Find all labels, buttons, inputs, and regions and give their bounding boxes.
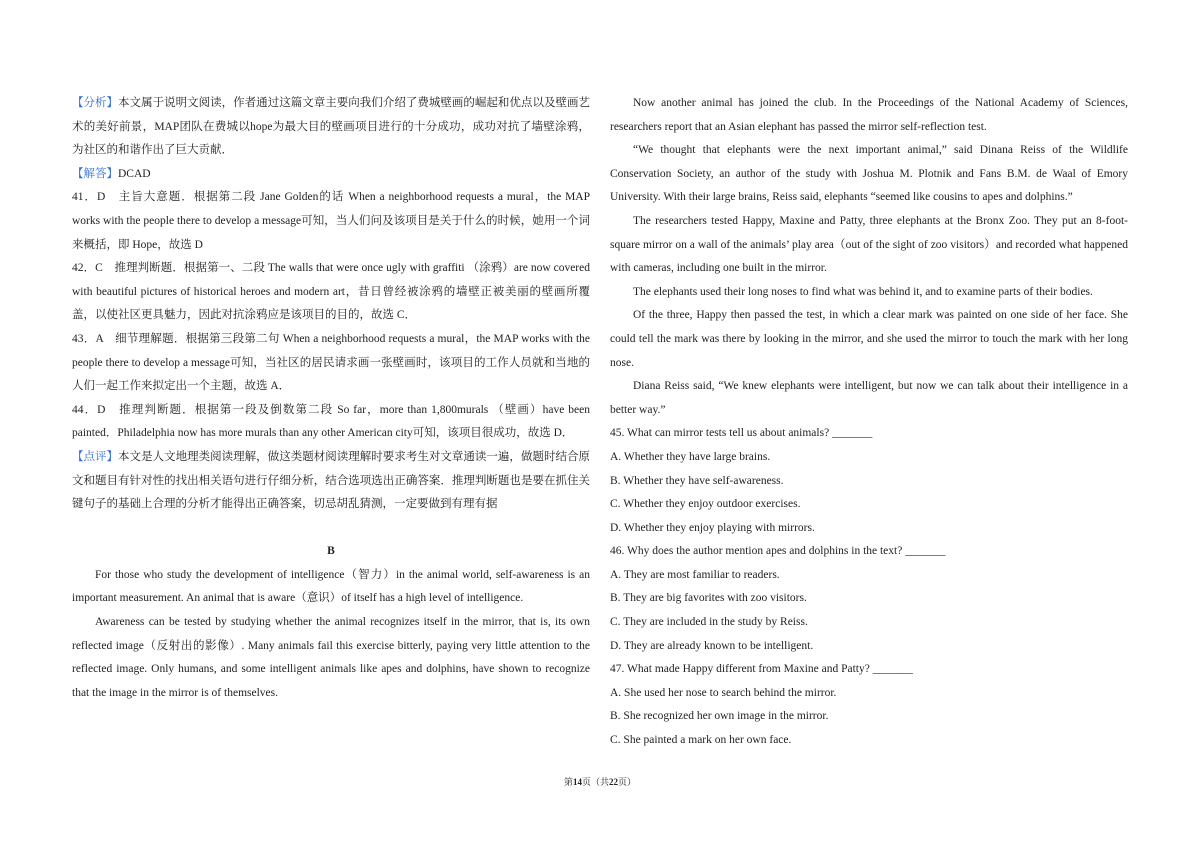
comment-paragraph xyxy=(72,446,590,517)
option-46-d: D. They are already known to be intelligent. xyxy=(610,639,814,652)
section-title: B xyxy=(327,545,335,558)
analysis-tag: 【分析】 xyxy=(72,97,119,109)
option-46-b: B. They are big favorites with zoo visitors. xyxy=(610,592,807,605)
footer-middle: 页（共 xyxy=(581,777,609,787)
option-45-a: A. Whether they have large brains. xyxy=(610,450,771,463)
page-number: 14 xyxy=(572,777,582,787)
option-46-a: A. They are most familiar to readers. xyxy=(610,568,780,581)
option-45-c: C. Whether they enjoy outdoor exercises. xyxy=(610,498,801,511)
question-47: 47. What made Happy different from Maxine and Patty? _______ xyxy=(610,663,913,676)
explanation-43: 43．A 细节理解题．根据第三段第二句 When a neighborhood requests a mural，the MAP works with the people there to develop a message可知，当社区的居民请求画一张壁画时，该项目的工作人员就和当地的人们一起工作来拟定出一个主题，故选 A． xyxy=(72,332,590,393)
explanation-44: 44．D 推理判断题．根据第一段及倒数第二段 So far，more than 1,800murals （壁画）have been painted．Philadelphia now has more murals than any other American city可知，该项目很成功，故选 D． xyxy=(72,403,590,440)
explanation-41: 41．D 主旨大意题．根据第二段 Jane Golden的话 When a neighborhood requests a mural，the MAP works with the people there to develop a message可知，当人们问及该项目是关于什么的时候，她用一个词来概括，即 Hope，故选 D xyxy=(72,191,590,251)
comment-text: 本文是人文地理类阅读理解，做这类题材阅读理解时要求考生对文章通读一遍，做题时结合原文和题目有针对性的找出相关语句进行仔细分析，结合选项选出正确答案．推理判断题也是要在抓住关键句子的基础上合理的分析才能得出正确答案，切忌胡乱猜测，一定要做到有理有据 xyxy=(72,450,590,511)
passage-paragraph-8: Diana Reiss said, “We knew elephants were intelligent, but now we can talk about their intelligence in a better way.” xyxy=(610,380,1128,416)
comment-tag: 【点评】 xyxy=(72,450,119,463)
question-45: 45. What can mirror tests tell us about animals? _______ xyxy=(610,427,873,440)
option-45-d: D. Whether they enjoy playing with mirrors. xyxy=(610,521,815,534)
passage-paragraph-2: Awareness can be tested by studying whether the animal recognizes itself in the mirror, that is, its own reflected image（反射出的影像）. Many animals fail this exercise bitterly, paying very little attention to the reflected image. Only humans, and some intelligent animals like apes and dolphins, have shown to recognize that the image in the mirror is of themselves. xyxy=(72,616,590,699)
right-column xyxy=(610,92,1128,753)
option-47-a: A. She used her nose to search behind the mirror. xyxy=(610,686,837,699)
footer-prefix: 第 xyxy=(563,777,573,787)
page-footer xyxy=(0,775,1200,788)
option-47-b: B. She recognized her own image in the mirror. xyxy=(610,710,829,723)
option-46-c: C. They are included in the study by Reiss. xyxy=(610,616,808,629)
passage-paragraph-4: “We thought that elephants were the next important animal,” said Dinana Reiss of the Wildlife Conservation Society, an author of the study with Joshua M. Plotnik and Fans B.M. de Waal of Emory University. With their large brains, Reiss said, elephants “seemed like cousins to apes and dolphins.” xyxy=(610,144,1128,204)
passage-paragraph-3: Now another animal has joined the club. In the Proceedings of the National Academy of Sciences, researchers report that an Asian elephant has passed the mirror self-reflection test. xyxy=(610,97,1128,133)
blank-line xyxy=(72,517,590,541)
question-46: 46. Why does the author mention apes and dolphins in the text? _______ xyxy=(610,545,946,558)
analysis-text: 本文属于说明文阅读，作者通过这篇文章主要向我们介绍了费城壁画的崛起和优点以及壁画艺术的美好前景，MAP团队在费城以hope为最大目的壁画项目进行的十分成功，成功对抗了墙壁涂鸦，为社区的和谐作出了巨大贡献． xyxy=(72,97,590,157)
option-47-c: C. She painted a mark on her own face. xyxy=(610,734,792,747)
passage-paragraph-1: For those who study the development of intelligence（智力）in the animal world, self-awareness is an important measurement. An animal that is aware（意识）of itself has a high level of intelligence. xyxy=(72,568,590,605)
answer-text: DCAD xyxy=(118,167,151,180)
answer-tag: 【解答】 xyxy=(72,167,118,180)
footer-suffix: 页） xyxy=(618,777,637,787)
passage-paragraph-7: Of the three, Happy then passed the test, in which a clear mark was painted on one side of her face. She could tell the mark was there by looking in the mirror, and she used the mirror to touch the mark with her long nose. xyxy=(610,309,1128,369)
answer-paragraph xyxy=(72,163,590,187)
option-45-b: B. Whether they have self-awareness. xyxy=(610,474,784,487)
explanation-42: 42．C 推理判断题．根据第一、二段 The walls that were once ugly with graffiti （涂鸦）are now covered with beautiful pictures of historical heroes and modern art，昔日曾经被涂鸦的墙壁正被美丽的壁画所覆盖，以使社区更具魅力，因此对抗涂鸦应是该项目的目的，故选 C． xyxy=(72,262,590,322)
left-column xyxy=(72,92,590,705)
analysis-paragraph xyxy=(72,92,590,163)
passage-paragraph-5: The researchers tested Happy, Maxine and Patty, three elephants at the Bronx Zoo. They put an 8-foot-square mirror on a wall of the animals’ play area（out of the sight of zoo visitors）and recorded what happened with cameras, including one built in the mirror. xyxy=(610,214,1128,275)
passage-paragraph-6: The elephants used their long noses to find what was behind it, and to examine parts of their bodies. xyxy=(633,285,1093,298)
total-pages: 22 xyxy=(609,777,618,787)
